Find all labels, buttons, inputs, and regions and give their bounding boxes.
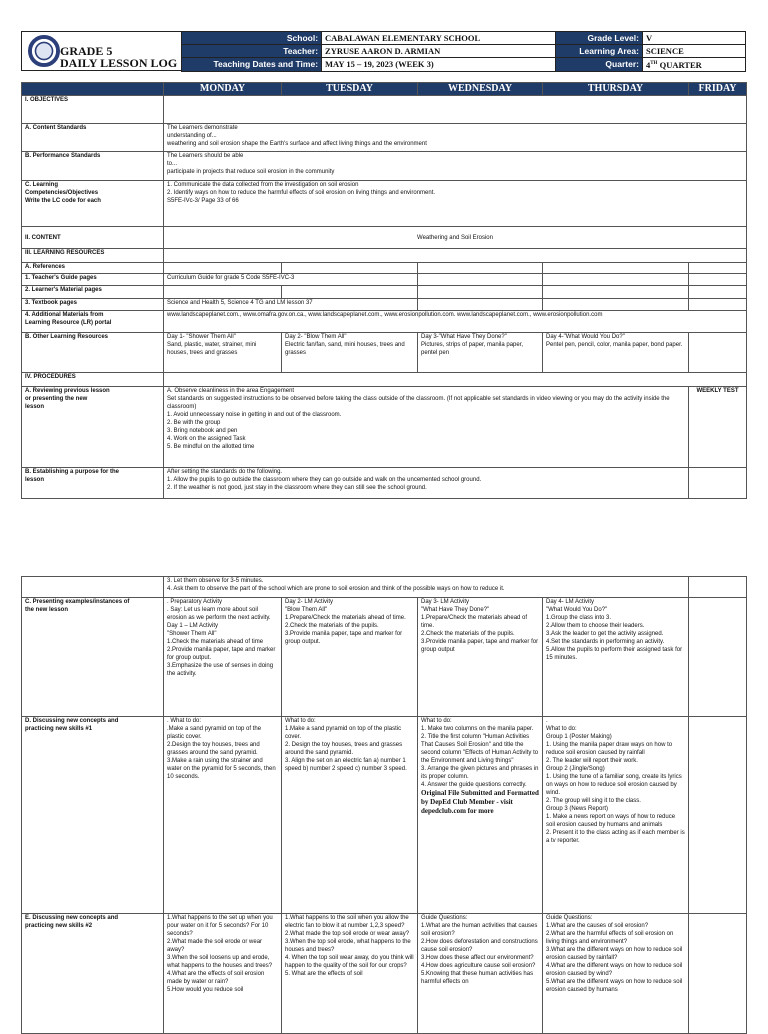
tg-thu bbox=[543, 274, 689, 286]
references-wed bbox=[418, 263, 543, 274]
title-box bbox=[21, 31, 182, 71]
references-thu bbox=[543, 263, 689, 274]
additional-label: 4. Additional Materials from Learning Resource (LR) portal bbox=[22, 311, 164, 333]
additional-text: www.landscapeplanet.com., www.omafra.gov.on.ca., www.landscapeplanet.com., www.erosionpollution.com. www.landscapeplanet.com., www.erosionpollution.com bbox=[164, 311, 747, 333]
objectives-cell bbox=[164, 96, 747, 124]
log-title bbox=[60, 45, 177, 69]
presenting-mon: . Preparatory Activity . Say: Let us learn more about soil erosion as we perform the next activity. Day 1 – LM Activity "Shower Them All" 1.Check the materials ahead of time 2.Provide manila paper, tape and marker for group output. 3.Emphasize the use of senses in doing the activity. bbox=[164, 598, 282, 717]
textbook-row bbox=[22, 299, 747, 311]
learning-area-value: SCIENCE bbox=[642, 45, 745, 58]
grade-level-value: V bbox=[642, 32, 745, 45]
competencies-row bbox=[22, 181, 747, 227]
resources-row bbox=[22, 249, 747, 263]
discussing1-mon: . What to do: .Make a sand pyramid on top of the plastic cover. 2.Design the toy houses, trees and grasses around the sand pyramid. 3.Make a rain using the strainer and water on the pyramid for 5 seconds, then 10 seconds. bbox=[164, 717, 282, 914]
establishing-fri bbox=[689, 468, 747, 499]
discussing2-row bbox=[22, 914, 747, 1034]
objectives-row bbox=[22, 96, 747, 124]
dates-label: Teaching Dates and Time: bbox=[182, 58, 322, 72]
references-label: A. References bbox=[22, 263, 164, 274]
day-wednesday: WEDNESDAY bbox=[418, 83, 543, 96]
presenting-label: C. Presenting examples/instances of the new lesson bbox=[22, 598, 164, 717]
textbook-label: 3. Textbook pages bbox=[22, 299, 164, 311]
teacher-value: ZYRUSE AARON D. ARMIAN bbox=[322, 45, 556, 58]
other-resources-fri bbox=[689, 333, 747, 373]
objectives-label: I. OBJECTIVES bbox=[22, 96, 164, 124]
procedures-label: IV. PROCEDURES bbox=[22, 373, 164, 387]
discussing2-wed: Guide Questions: 1.What are the human activities that causes soil erosion? 2.How does deforestation and constructions cause soil erosion? 3.How does these affect our environment? 4.How does agriculture cause soil erosion? 5.Knowing that these human activities has harmful effects on bbox=[418, 914, 543, 1034]
school-label: School: bbox=[182, 32, 322, 45]
continuation-text: 3. Let them observe for 3-5 minutes. 4. Ask them to observe the part of the school which are prone to soil erosion and think of the possible ways on how to reduce it. bbox=[164, 577, 689, 598]
lm-fri bbox=[689, 286, 747, 299]
deped-seal-icon bbox=[28, 35, 60, 67]
textbook-text: Science and Health 5, Science 4 TG and LM lesson 37 bbox=[164, 299, 418, 311]
discussing2-thu: Guide Questions: 1.What are the causes of soil erosion? 2.What are the harmful effects of soil erosion on living things and environment? 3.What are the different ways on how to reduce soil erosion caused by rainfall? 4.What are the different ways on how to reduce soil erosion caused by wind? 5.What are the different ways on how to reduce soil erosion caused by humans bbox=[543, 914, 689, 1034]
content-standards-row bbox=[22, 124, 747, 152]
textbook-wed bbox=[418, 299, 543, 311]
discussing1-fri bbox=[689, 717, 747, 914]
reviewing-label: A. Reviewing previous lesson or presenting the new lesson bbox=[22, 387, 164, 468]
performance-standards-text: The Learners should be able to... participate in projects that reduce soil erosion in the community bbox=[164, 152, 747, 181]
other-resources-row bbox=[22, 333, 747, 373]
procedures-row bbox=[22, 373, 747, 387]
lm-thu bbox=[543, 286, 689, 299]
day-header-row bbox=[22, 83, 747, 96]
presenting-tue: Day 2- LM Activity "Blow Them All" 1.Prepare/Check the materials ahead of time. 2.Check the materials of the pupils. 3.Provide manila paper, tape and marker for group output. bbox=[282, 598, 418, 717]
day-thursday: THURSDAY bbox=[543, 83, 689, 96]
content-standards-text: The Learners demonstrate understanding of... weathering and soil erosion shape the Earth's surface and affect living things and the environment bbox=[164, 124, 747, 152]
presenting-fri bbox=[689, 598, 747, 717]
lm-tue bbox=[282, 286, 418, 299]
references-tue bbox=[282, 263, 418, 274]
textbook-fri bbox=[689, 299, 747, 311]
tg-row bbox=[22, 274, 747, 286]
lm-wed bbox=[418, 286, 543, 299]
school-value: CABALAWAN ELEMENTARY SCHOOL bbox=[322, 32, 556, 45]
quarter-label: Quarter: bbox=[556, 58, 643, 72]
lesson-table-page1 bbox=[21, 82, 747, 499]
log-title-line1: GRADE 5 bbox=[60, 44, 113, 58]
other-resources-wed: Day 3-"What Have They Done?" Pictures, strips of paper, manila paper, pentel pen bbox=[418, 333, 543, 373]
dates-value: MAY 15 – 19, 2023 (WEEK 3) bbox=[322, 58, 556, 72]
discussing1-label: D. Discussing new concepts and practicing new skills #1 bbox=[22, 717, 164, 914]
discussing2-fri bbox=[689, 914, 747, 1034]
content-text: Weathering and Soil Erosion bbox=[164, 227, 747, 249]
competencies-label: C. Learning Competencies/Objectives Write the LC code for each bbox=[22, 181, 164, 227]
presenting-wed: Day 3- LM Activity "What Have They Done?" 1.Prepare/Check the materials ahead of time. 2.Check the materials of the pupils. 3.Provide manila paper, tape and marker for group output bbox=[418, 598, 543, 717]
references-fri bbox=[689, 263, 747, 274]
day-monday: MONDAY bbox=[164, 83, 282, 96]
other-resources-label: B. Other Learning Resources bbox=[22, 333, 164, 373]
other-resources-mon: Day 1- "Shower Them All" Sand, plastic, water, strainer, mini houses, trees and grasses bbox=[164, 333, 282, 373]
header-info-table bbox=[181, 31, 746, 72]
references-mon bbox=[164, 263, 282, 274]
tg-wed bbox=[418, 274, 543, 286]
teacher-label: Teacher: bbox=[182, 45, 322, 58]
quarter-value: 4TH QUARTER bbox=[642, 58, 745, 72]
continuation-row bbox=[22, 577, 747, 598]
lm-mon bbox=[164, 286, 282, 299]
lesson-log-header bbox=[21, 31, 746, 71]
log-title-line2: DAILY LESSON LOG bbox=[60, 56, 178, 70]
continuation-fri bbox=[689, 577, 747, 598]
lesson-table-page2 bbox=[21, 576, 747, 1034]
other-resources-thu: Day 4-"What Would You Do?" Pentel pen, pencil, color, manila paper, bond paper. bbox=[543, 333, 689, 373]
references-row bbox=[22, 263, 747, 274]
tg-fri bbox=[689, 274, 747, 286]
day-friday: FRIDAY bbox=[689, 83, 747, 96]
procedures-cell bbox=[164, 373, 747, 387]
textbook-thu bbox=[543, 299, 689, 311]
discussing2-tue: 1.What happens to the soil when you allow the electric fan to blow it at number 1,2,3 speed? 2.What made the top soil erode or wear away? 3.When the top soil erode, what happens to the houses and trees? 4. When the top soil wear away, do you think will happen to the quality of the soil for our crops? 5. What are the effects of soil bbox=[282, 914, 418, 1034]
tg-label: 1. Teacher's Guide pages bbox=[22, 274, 164, 286]
grade-level-label: Grade Level: bbox=[556, 32, 643, 45]
establishing-text: After setting the standards do the following. 1. Allow the pupils to go outside the classroom where they can go outside and walk on the uncemented school ground. 2. If the weather is not good, just stay in the classroom where they can still see the school ground. bbox=[164, 468, 689, 499]
lm-label: 2. Learner's Material pages bbox=[22, 286, 164, 299]
additional-row bbox=[22, 311, 747, 333]
reviewing-text: A. Observe cleanliness in the area Engagement Set standards on suggested instructions to be observed before taking the class outside of the classroom. (If not applicable set standards in video viewing or you may do the activity inside the classroom) 1. Avoid unnecessary noise in getting in and out of the classroom. 2. Be with the group 3. Bring notebook and pen 4. Work on the assigned Task 5. Be mindful on the allotted time bbox=[164, 387, 689, 468]
resources-label: III. LEARNING RESOURCES bbox=[22, 249, 164, 263]
other-resources-tue: Day 2- "Blow Them All" Electric fan/fan, sand, mini houses, trees and grasses bbox=[282, 333, 418, 373]
content-row bbox=[22, 227, 747, 249]
day-tuesday: TUESDAY bbox=[282, 83, 418, 96]
competencies-text: 1. Communicate the data collected from the investigation on soil erosion 2. Identify ways on how to reduce the harmful effects of soil erosion on living things and environment. S5FE-IVc-3/ Page 33 of 66 bbox=[164, 181, 747, 227]
tg-text: Curriculum Guide for grade 5 Code S5FE-IVC-3 bbox=[164, 274, 418, 286]
discussing1-tue: What to do: 1.Make a sand pyramid on top of the plastic cover. 2. Design the toy houses, trees and grasses around the sand pyramid. 3. Align the set on an electric fan a) number 1 speed b) number 2 speed c) number 3 speed. bbox=[282, 717, 418, 914]
lm-row bbox=[22, 286, 747, 299]
discussing1-wed-text: What to do: 1. Make two columns on the manila paper. 2. Title the first column "Human Activities That Causes Soil Erosion" and title the second column "Effects of Human Activity to the Environment and Living things" 3. Arrange the given pictures and phrases in its proper column. 4. Answer the guide questions correctly. bbox=[421, 718, 539, 788]
discussing1-thu: . What to do: Group 1 (Poster Making) 1. Using the manila paper draw ways on how to reduce soil erosion caused by rainfall 2. The leader will report their work. Group 2 (Jingle/Song) 1. Using the tune of a familiar song, create its lyrics on ways on how to reduce soil erosion caused by wind. 2. The group will sing it to the class. Group 3 (News Report) 1. Make a news report on ways of how to reduce soil erosion caused by humans and animals 2. Present it to the class acting as if each member is a tv reporter. bbox=[543, 717, 689, 914]
discussing1-wed bbox=[418, 717, 543, 914]
discussing1-row bbox=[22, 717, 747, 914]
establishing-label: B. Establishing a purpose for the lesson bbox=[22, 468, 164, 499]
presenting-thu: Day 4- LM Activity "What Would You Do?" 1.Group the class into 3. 2.Allow them to choose their leaders. 3.Ask the leader to get the activity assigned. 4.Set the standards in performing an activity. 5.Allow the pupils to perform their assigned task for 15 minutes. bbox=[543, 598, 689, 717]
weekly-test: WEEKLY TEST bbox=[689, 387, 747, 468]
discussing2-mon: 1.What happens to the set up when you pour water on it for 5 seconds? For 10 seconds? 2.What made the soil erode or wear away? 3.When the soil loosens up and erode, what happens to the houses and trees? 4.What are the effects of soil erosion made by water or rain? 5.How would you reduce soil bbox=[164, 914, 282, 1034]
reviewing-row bbox=[22, 387, 747, 468]
resources-cell bbox=[164, 249, 747, 263]
learning-area-label: Learning Area: bbox=[556, 45, 643, 58]
presenting-row bbox=[22, 598, 747, 717]
content-label: II. CONTENT bbox=[22, 227, 164, 249]
depedclub-notice: Original File Submitted and Formatted by DepEd Club Member - visit depedclub.com for more bbox=[421, 789, 539, 815]
content-standards-label: A. Content Standards bbox=[22, 124, 164, 152]
day-header-blank bbox=[22, 83, 164, 96]
establishing-row bbox=[22, 468, 747, 499]
performance-standards-row bbox=[22, 152, 747, 181]
continuation-label bbox=[22, 577, 164, 598]
discussing2-label: E. Discussing new concepts and practicing new skills #2 bbox=[22, 914, 164, 1034]
performance-standards-label: B. Performance Standards bbox=[22, 152, 164, 181]
